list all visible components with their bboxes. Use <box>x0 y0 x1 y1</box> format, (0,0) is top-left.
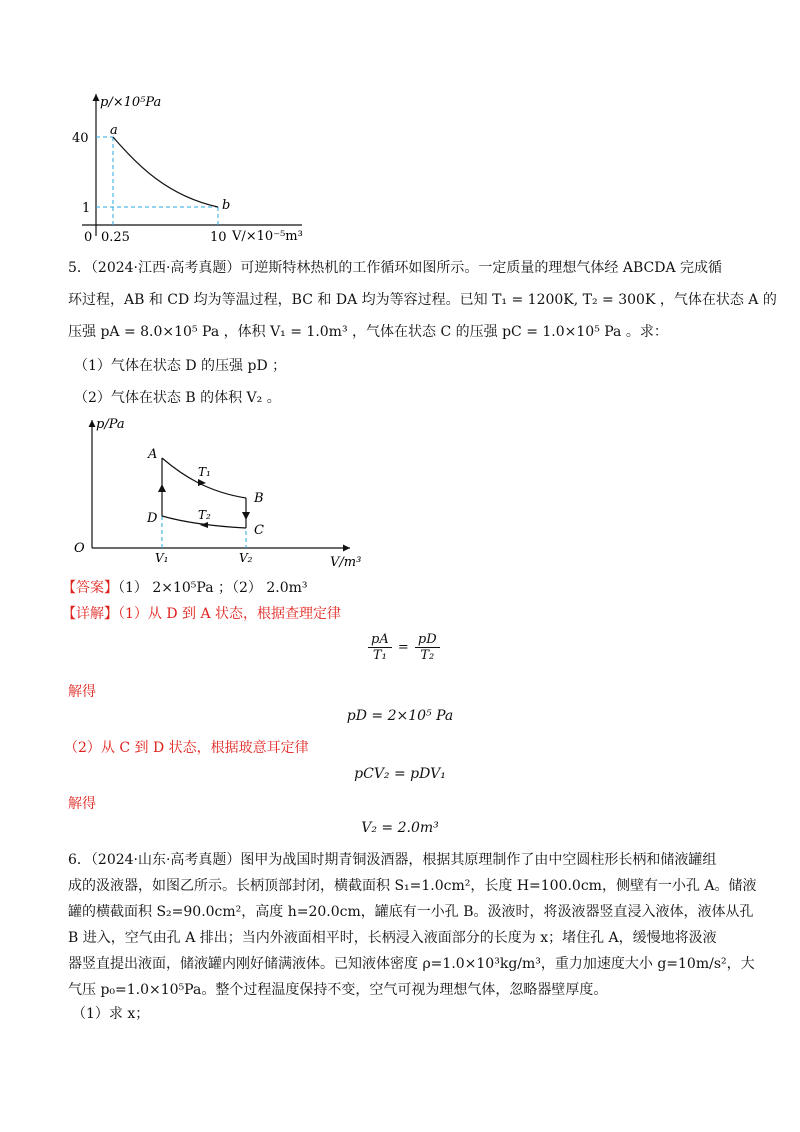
point-B: B <box>254 491 264 506</box>
q6-line-1: 6．（2024·山东·高考真题）图甲为战国时期青铜汲酒器，根据其原理制作了由中空圆柱形长柄和储液罐组 <box>68 852 717 868</box>
eq1-den-right: T₂ <box>420 648 435 663</box>
label-V1: V₁ <box>155 551 169 565</box>
label-V2: V₂ <box>239 551 253 565</box>
graph1-xtick-10: 10 <box>210 230 227 245</box>
solve-2: 解得 <box>68 796 96 812</box>
q6-line-6: 气压 p₀=1.0×10⁵Pa。整个过程温度保持不变，空气可视为理想气体，忽略器壁厚度。 <box>68 982 608 998</box>
graph2-origin: O <box>74 541 85 556</box>
explain-step-1: （1）从 D 到 A 状态，根据查理定律 <box>118 606 342 622</box>
q6-sub-1: （1）求 x； <box>72 1006 150 1022</box>
explain-tag: 【详解】 <box>62 606 118 622</box>
eq1-num-left: pA <box>368 632 392 648</box>
graph1-point-b: b <box>222 198 231 213</box>
q5-line-3: 压强 pA = 8.0×10⁵ Pa ，体积 V₁ = 1.0m³ ，气体在状态 C 的压强 pC = 1.0×10⁵ Pa 。求： <box>68 324 668 340</box>
eq1-num-right: pD <box>415 632 440 648</box>
graph1-origin: 0 <box>84 230 93 245</box>
point-D: D <box>147 511 158 526</box>
q5-sub-2: （2）气体在状态 B 的体积 V₂ 。 <box>74 390 281 406</box>
graph1-xtick-025: 0.25 <box>101 230 130 245</box>
answer-line <box>62 578 308 598</box>
q6-line-2: 成的汲液器，如图乙所示。长柄顶部封闭，横截面积 S₁=1.0cm²，长度 H=100.0cm，侧壁有一小孔 A。储液 <box>68 878 757 894</box>
graph2-xlabel: V/m³ <box>330 555 362 570</box>
isotherm-curve <box>113 137 218 207</box>
graph1-ytick-40: 40 <box>72 131 89 146</box>
eq1-den-left: T₁ <box>372 648 387 663</box>
graph2-ylabel: p/Pa <box>96 417 125 432</box>
q5-line-1: 5．（2024·江西·高考真题）可逆斯特林热机的工作循环如图所示。一定质量的理想气体经 ABCDA 完成循 <box>68 260 723 276</box>
q6-line-4: B 进入，空气由孔 A 排出；当内外液面相平时，长柄浸入液面部分的长度为 x；堵住孔 A，缓慢地将汲液 <box>68 930 717 946</box>
label-T2: T₂ <box>198 508 211 522</box>
q5-line-2: 环过程，AB 和 CD 均为等温过程，BC 和 DA 均为等容过程。已知 T₁ = 1200K, T₂ = 300K ，气体在状态 A 的 <box>68 292 777 308</box>
result-1: pD = 2×10⁵ Pa <box>346 708 454 724</box>
equation-boyle: pCV₂ = pDV₁ <box>354 766 446 782</box>
graph1-point-a: a <box>110 123 118 138</box>
equation-charles: $\frac{pA}{\text{T₁}}$ = $\frac{pD}{\text{T₂}}$ <box>368 632 440 663</box>
graph1-xlabel: V/×10⁻⁵m³ <box>232 229 303 244</box>
explain-step-2: （2）从 C 到 D 状态，根据玻意耳定律 <box>64 740 309 756</box>
label-T1: T₁ <box>198 465 211 479</box>
q6-line-3: 罐的横截面积 S₂=90.0cm²，高度 h=20.0cm，罐底有一小孔 B。汲液时，将汲液器竖直浸入液体，液体从孔 <box>68 904 754 920</box>
answer-content: （1） 2×10⁵Pa ；（2） 2.0m³ <box>118 580 308 596</box>
graph1-ylabel: p/×10⁵Pa <box>100 95 162 110</box>
pv-graph-2 <box>68 412 368 572</box>
point-C: C <box>254 523 264 538</box>
explain-line <box>62 604 341 624</box>
point-A: A <box>148 447 158 462</box>
solve-1: 解得 <box>68 684 96 700</box>
q5-sub-1: （1）气体在状态 D 的压强 pD ； <box>74 358 287 374</box>
pv-graph-1 <box>68 88 308 248</box>
result-2: V₂ = 2.0m³ <box>361 820 439 836</box>
graph1-ytick-1: 1 <box>82 201 91 216</box>
answer-tag: 【答案】 <box>62 580 118 596</box>
q6-line-5: 器竖直提出液面，储液罐内刚好储满液体。已知液体密度 ρ=1.0×10³kg/m³，重力加速度大小 g=10m/s²，大 <box>68 956 755 972</box>
